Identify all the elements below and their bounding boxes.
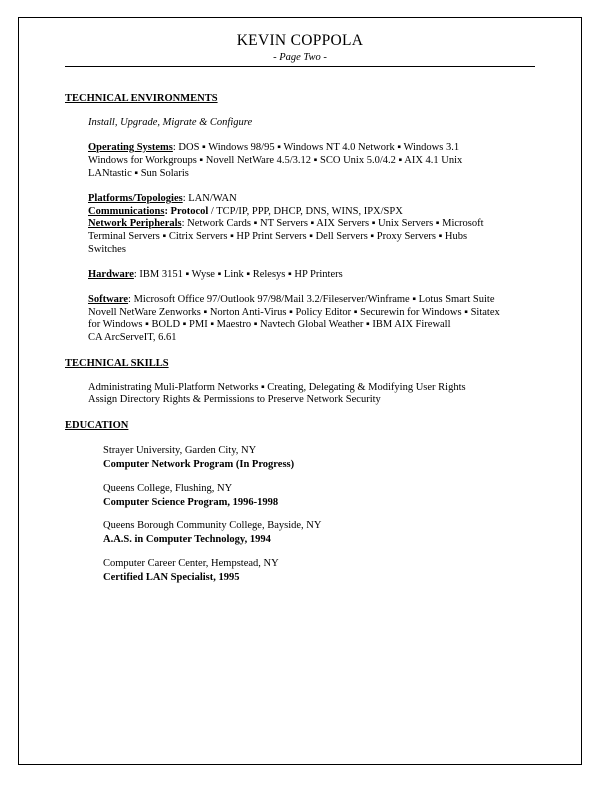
software-label: Software: [88, 294, 129, 305]
operating-systems-text-1: : DOS ▪ Windows 98/95 ▪ Windows NT 4.0 Network ▪ Windows 3.1: [172, 142, 460, 153]
communications-label: Communications: [88, 206, 165, 217]
section-title-technical-skills: TECHNICAL SKILLS: [65, 358, 169, 369]
platforms-value: : LAN/WAN: [182, 193, 237, 204]
network-peripherals-line-3: Switches: [88, 244, 126, 255]
hardware-label: Hardware: [88, 269, 134, 280]
education-school-4: Computer Career Center, Hempstead, NY: [103, 558, 279, 569]
software-line-4: CA ArcServeIT, 6.61: [88, 332, 177, 343]
hardware-line: [88, 269, 343, 282]
section-title-education: EDUCATION: [65, 420, 129, 431]
page-label: - Page Two -: [273, 52, 327, 63]
communications-protocol: : Protocol: [164, 206, 209, 217]
education-school-2: Queens College, Flushing, NY: [103, 483, 233, 494]
software-line-1: [88, 294, 495, 307]
resume-name: KEVIN COPPOLA: [236, 32, 364, 49]
operating-systems-line-2: Windows for Workgroups ▪ Novell NetWare 4.5/3.12 ▪ SCO Unix 5.0/4.2 ▪ AIX 4.1 Unix: [88, 155, 463, 166]
section-title-technical-environments: TECHNICAL ENVIRONMENTS: [65, 93, 218, 104]
network-peripherals-text-1: : Network Cards ▪ NT Servers ▪ AIX Servers ▪ Unix Servers ▪ Microsoft: [181, 218, 484, 229]
operating-systems-label: Operating Systems: [88, 142, 173, 153]
education-program-3: A.A.S. in Computer Technology, 1994: [103, 534, 271, 545]
platforms-label: Platforms/Topologies: [88, 193, 183, 204]
education-school-1: Strayer University, Garden City, NY: [103, 445, 257, 456]
technical-skills-line-2: Assign Directory Rights & Permissions to Preserve Network Security: [88, 394, 381, 405]
education-program-2: Computer Science Program, 1996-1998: [103, 497, 279, 508]
technical-skills-line-1: Administrating Muli-Platform Networks ▪ Creating, Delegating & Modifying User Rights: [88, 382, 466, 393]
communications-line: [88, 206, 403, 219]
hardware-value: : IBM 3151 ▪ Wyse ▪ Link ▪ Relesys ▪ HP Printers: [133, 269, 343, 280]
operating-systems-line-1: [88, 142, 459, 155]
software-line-2: Novell NetWare Zenworks ▪ Norton Anti-Virus ▪ Policy Editor ▪ Securewin for Windows ▪ Sitatex: [88, 307, 500, 318]
operating-systems-line-3: LANtastic ▪ Sun Solaris: [88, 168, 189, 179]
network-peripherals-line-2: Terminal Servers ▪ Citrix Servers ▪ HP Print Servers ▪ Dell Servers ▪ Proxy Servers ▪ Hubs: [88, 231, 468, 242]
network-peripherals-label: Network Peripherals: [88, 218, 182, 229]
education-school-3: Queens Borough Community College, Bayside, NY: [103, 520, 322, 531]
platforms-line: [88, 193, 237, 206]
education-program-4: Certified LAN Specialist, 1995: [103, 572, 240, 583]
environments-intro: Install, Upgrade, Migrate & Configure: [88, 117, 253, 128]
education-program-1: Computer Network Program (In Progress): [103, 459, 295, 470]
network-peripherals-line-1: [88, 218, 484, 231]
software-text-1: : Microsoft Office 97/Outlook 97/98/Mail 3.2/Fileserver/Winframe ▪ Lotus Smart Suite: [128, 294, 495, 305]
software-line-3: for Windows ▪ BOLD ▪ PMI ▪ Maestro ▪ Navtech Global Weather ▪ IBM AIX Firewall: [88, 319, 451, 330]
header-divider: [65, 66, 535, 67]
communications-value: / TCP/IP, PPP, DHCP, DNS, WINS, IPX/SPX: [208, 206, 403, 217]
